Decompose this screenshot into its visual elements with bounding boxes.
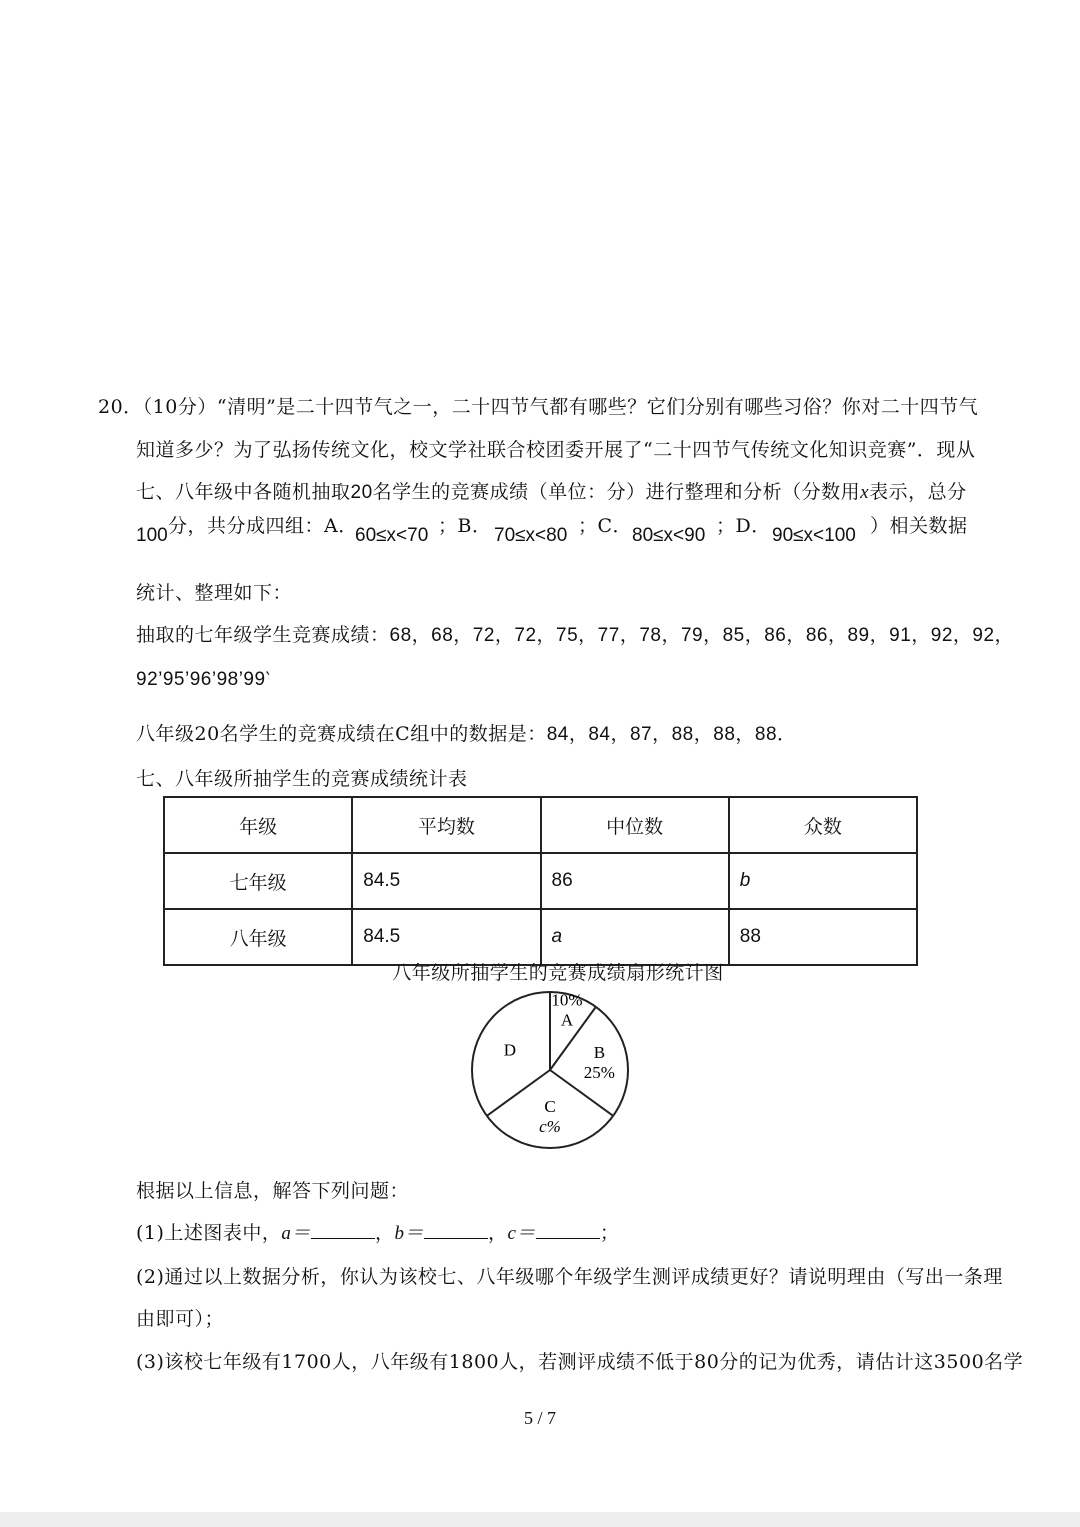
question-line-3-var: x [860, 482, 870, 503]
range-d: 90≤x<100 [772, 525, 856, 546]
range-b: 70≤x<80 [494, 525, 568, 546]
pie-slice-label: D [503, 1040, 517, 1060]
table-title: 七、八年级所抽学生的竞赛成绩统计表 [136, 768, 468, 790]
question-line-3-num: 20 [350, 482, 373, 503]
bottom-bar [0, 1512, 1080, 1527]
answer-blank-c[interactable] [536, 1222, 600, 1239]
stats-table [163, 796, 918, 966]
groups-intro: 分，共分成四组：A． [168, 515, 358, 537]
sep-b: ；B． [438, 515, 492, 537]
pie-title: 八年级所抽学生的竞赛成绩扇形统计图 [392, 962, 724, 984]
grade7-scores-2: 92’95’96’98’99‵ [136, 669, 271, 690]
grade8-text: 八年级20名学生的竞赛成绩在C组中的数据是： [136, 723, 547, 745]
pie-slice-value: 10% [551, 990, 583, 1010]
task-1-end: ； [599, 1222, 620, 1244]
page-number: 5 / 7 [523, 1408, 556, 1428]
task-2-line-2: 由即可）； [136, 1308, 225, 1330]
grade8-scores: 84，84，87，88，88，88． [546, 724, 797, 745]
task-1-a: a＝ [281, 1223, 311, 1244]
tasks-intro: 根据以上信息，解答下列问题： [136, 1180, 410, 1202]
pie-slice-label: C [544, 1097, 556, 1116]
range-c: 80≤x<90 [632, 525, 706, 546]
sep-d: ；D． [716, 515, 771, 537]
pie-slice-label: A [560, 1010, 574, 1030]
table-cell: 七年级 [164, 853, 352, 909]
range-a: 60≤x<70 [355, 525, 429, 546]
question-line-3-c: 表示，总分 [869, 481, 967, 503]
pie-slice-value: c% [539, 1117, 561, 1136]
answer-blank-b[interactable] [424, 1222, 488, 1239]
table-header: 年级 [164, 797, 352, 853]
task-3: (3)该校七年级有1700人，八年级有1800人，若测评成绩不低于80分的记为优秀，请估计这3500名学 [136, 1351, 1024, 1373]
table-header: 平均数 [352, 797, 540, 853]
table-cell: 84.5 [352, 909, 540, 965]
table-cell: a [541, 909, 729, 965]
task-2-line-1: (2)通过以上数据分析，你认为该校七、八年级哪个年级学生测评成绩更好？请说明理由（写出一条理 [136, 1266, 1003, 1288]
table-cell: 88 [729, 909, 917, 965]
question-line-3-a: 七、八年级中各随机抽取 [136, 481, 351, 503]
task-1-prefix: (1)上述图表中， [136, 1222, 282, 1244]
pie-slice-boundary [487, 1070, 550, 1116]
table-cell: b [729, 853, 917, 909]
total-score: 100 [136, 525, 168, 546]
pie-slice-label: B [593, 1043, 606, 1063]
question-line-1: 20．（10分）“清明”是二十四节气之一，二十四节气都有哪些？它们分别有哪些习俗？你对二十四节气 [98, 396, 979, 418]
table-header: 众数 [729, 797, 917, 853]
grade7-label: 抽取的七年级学生竞赛成绩： [136, 624, 390, 646]
table-header-row [164, 797, 917, 853]
question-line-3-b: 名学生的竞赛成绩（单位：分）进行整理和分析（分数用 [372, 481, 861, 503]
pie-slice-value: 25% [583, 1063, 615, 1083]
answer-blank-a[interactable] [311, 1222, 375, 1239]
question-line-3 [136, 477, 967, 504]
question-line-5: 统计、整理如下： [136, 582, 293, 604]
table-header: 中位数 [541, 797, 729, 853]
grade7-scores-line [136, 620, 1014, 647]
task-1-b: b＝ [394, 1223, 424, 1244]
pie-chart [470, 990, 650, 1160]
question-line-2: 知道多少？为了弘扬传统文化，校文学社联合校团委开展了“二十四节气传统文化知识竞赛”．现从 [136, 439, 976, 461]
table-row [164, 909, 917, 965]
table-cell: 八年级 [164, 909, 352, 965]
grade7-scores-1: 68，68，72，72，75，77，78，79，85，86，86，89，91，92，92， [389, 625, 1015, 646]
table-cell: 86 [541, 853, 729, 909]
groups-end: ）相关数据 [870, 515, 968, 537]
table-row [164, 853, 917, 909]
table-cell: 84.5 [352, 853, 540, 909]
sep-c: ；C． [578, 515, 633, 537]
grade8-line [136, 719, 797, 746]
task-1: (1)上述图表中，a＝ ，b＝ ，c＝ ； [136, 1222, 620, 1244]
task-1-c: c＝ [507, 1223, 536, 1244]
